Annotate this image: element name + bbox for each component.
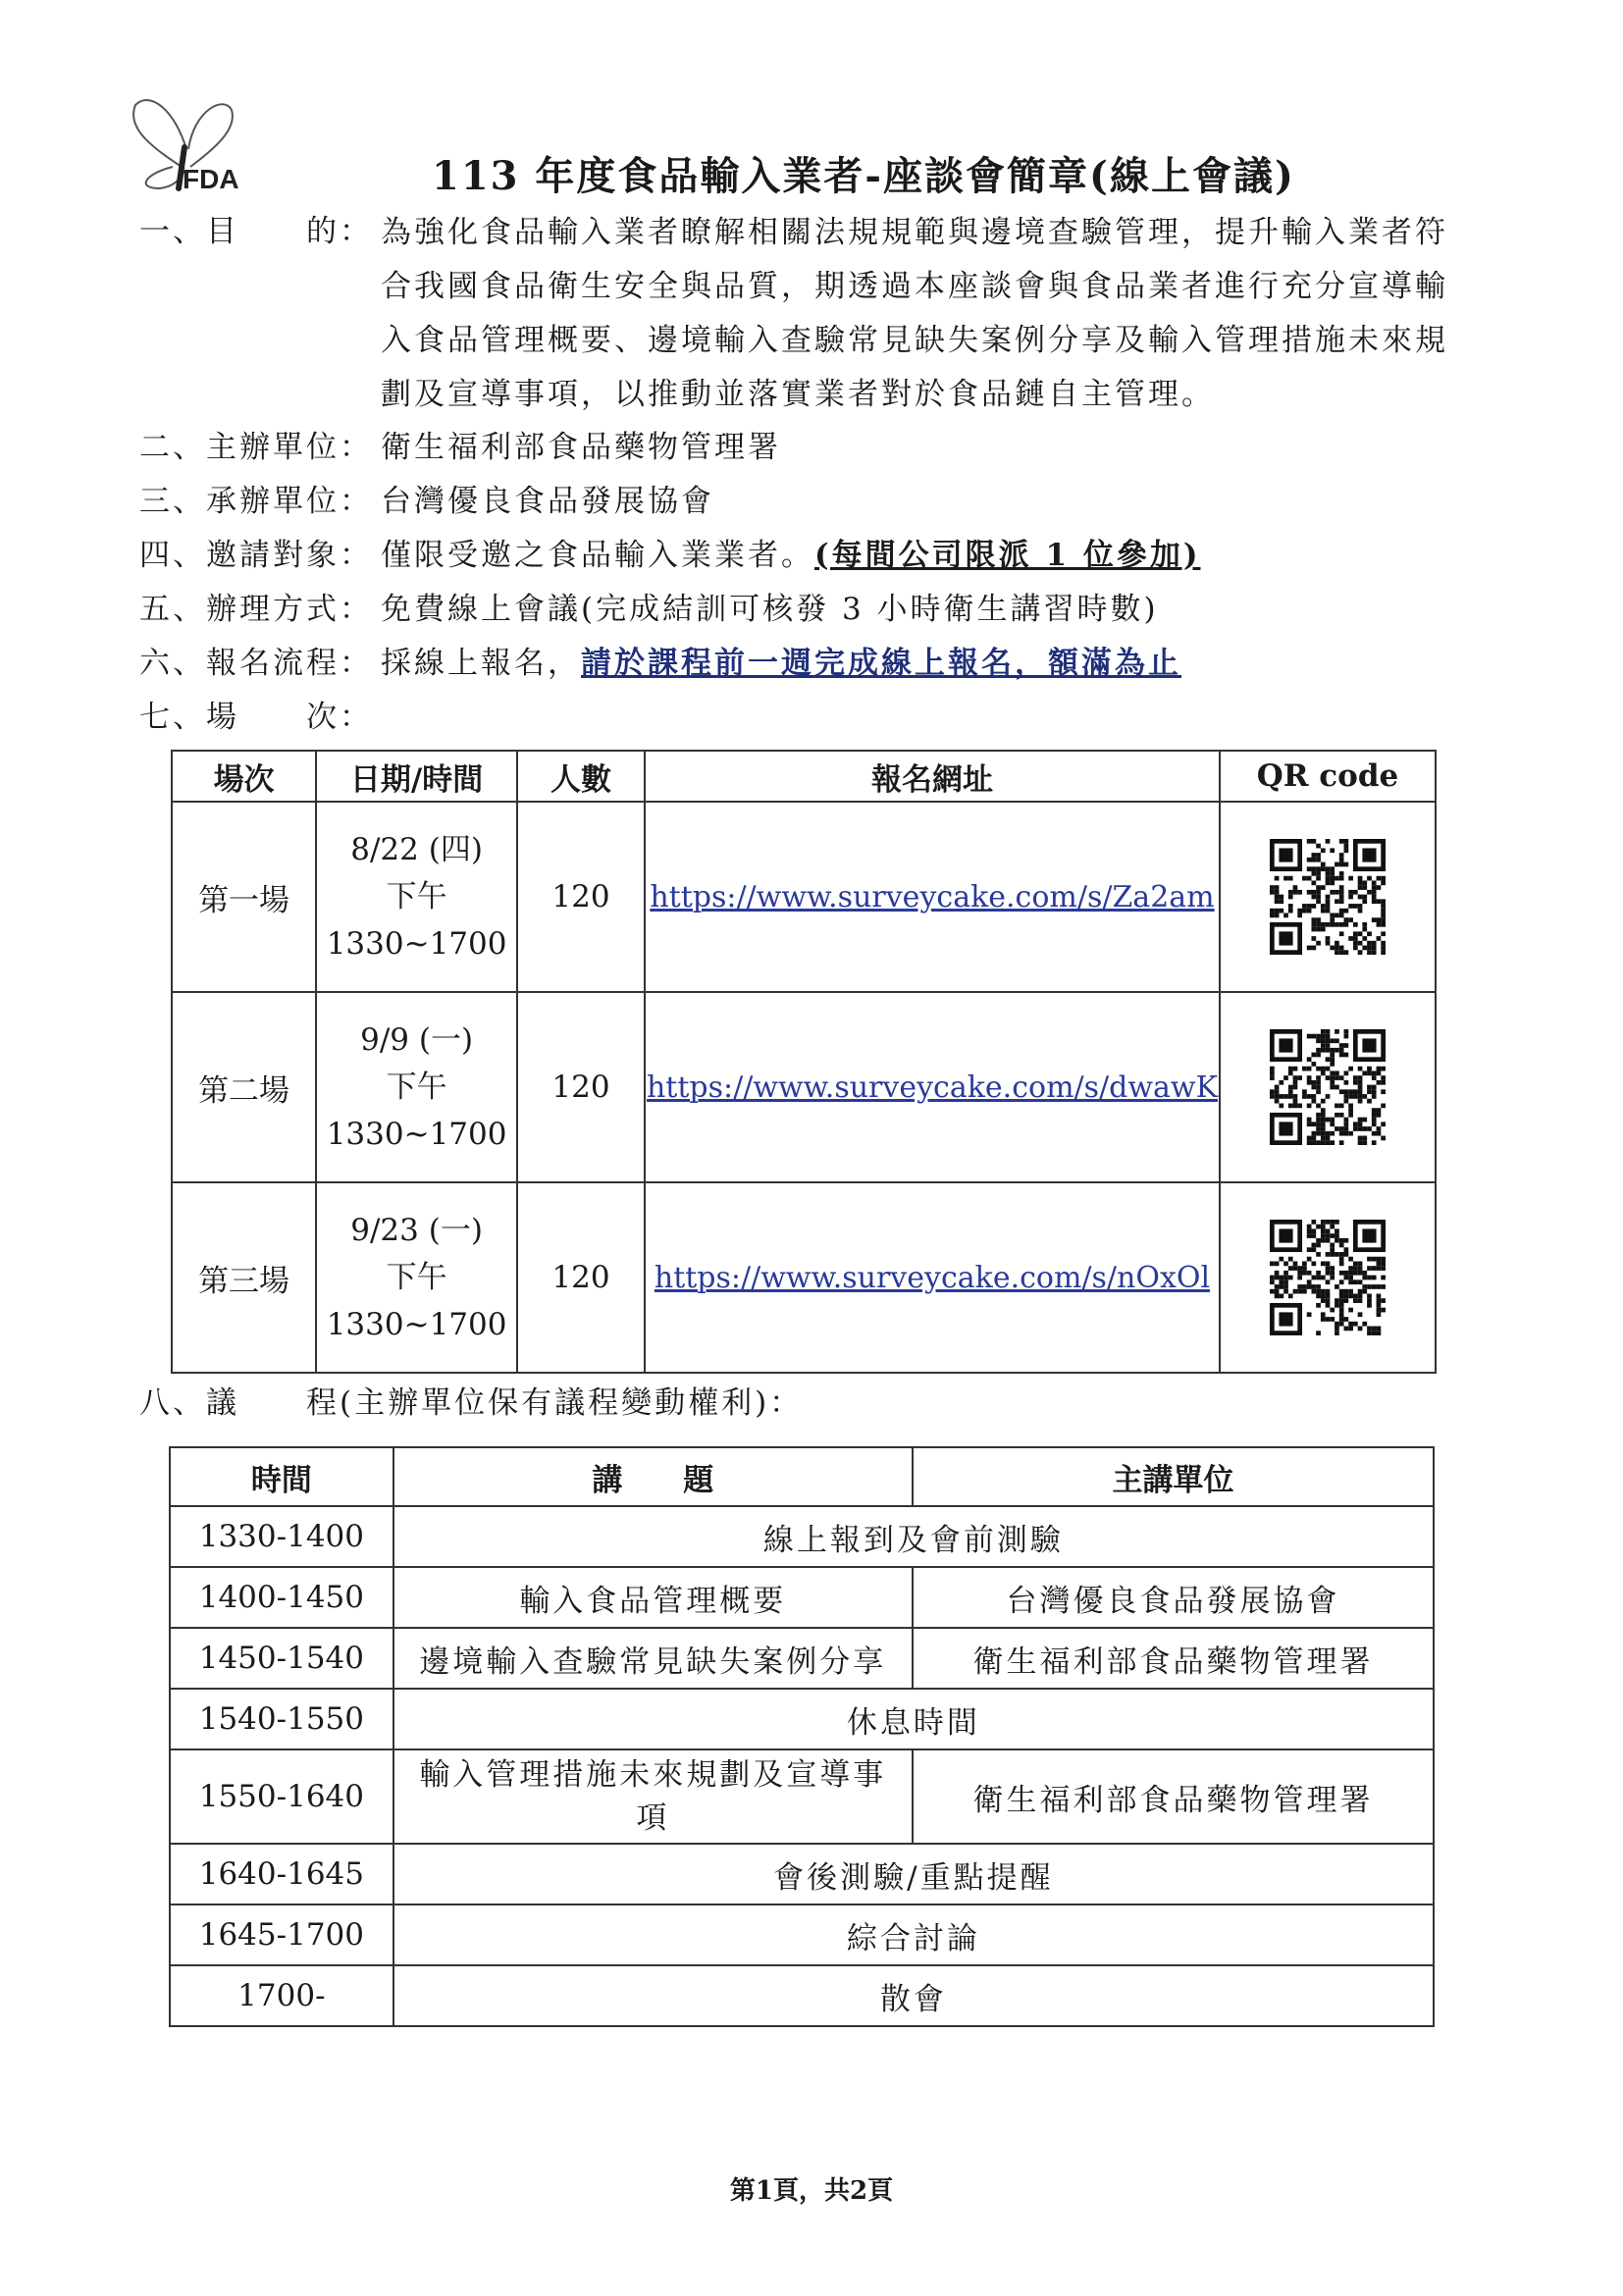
agenda-time: 1540-1550 — [170, 1689, 393, 1749]
agenda-topic: 綜合討論 — [393, 1905, 1434, 1965]
session-period: 下午 — [386, 879, 447, 914]
logo-text: FDA — [183, 164, 239, 194]
agenda-table-header — [170, 1447, 1434, 1506]
table-row — [170, 1689, 1434, 1749]
session-period: 下午 — [386, 1260, 447, 1295]
table-row — [170, 1567, 1434, 1628]
agenda-table — [169, 1446, 1435, 2027]
registration-label: 六、報名流程： — [139, 646, 373, 681]
qr-code-icon[interactable] — [1270, 1029, 1386, 1145]
organizer-label: 二、主辦單位： — [139, 430, 373, 465]
purpose-line: 劃及宣導事項，以推動並落實業者對於食品鏈自主管理。 — [381, 377, 1215, 412]
header-speaker: 主講單位 — [913, 1447, 1434, 1506]
purpose-text — [381, 206, 1490, 422]
qr-code-icon[interactable] — [1270, 839, 1386, 955]
table-row — [170, 1506, 1434, 1567]
table-row — [172, 1182, 1436, 1373]
session-date: 9/23 (一) — [350, 1213, 483, 1248]
header-count: 人數 — [517, 751, 645, 802]
session-time: 1330~1700 — [326, 1117, 507, 1152]
agenda-topic: 會後測驗/重點提醒 — [393, 1844, 1434, 1905]
session-name: 第三場 — [172, 1182, 316, 1373]
agenda-speaker: 台灣優良食品發展協會 — [913, 1567, 1434, 1628]
fda-logo — [116, 90, 273, 198]
purpose-line: 為強化食品輸入業者瞭解相關法規規範與邊境查驗管理，提升輸入業者符 — [381, 215, 1448, 250]
session-datetime — [316, 1182, 517, 1373]
table-row — [172, 992, 1436, 1182]
section-agenda — [139, 1378, 803, 1422]
registration-link[interactable]: https://www.surveycake.com/s/dwawK — [646, 1070, 1218, 1105]
session-name: 第一場 — [172, 802, 316, 992]
agenda-speaker: 衛生福利部食品藥物管理署 — [913, 1749, 1434, 1844]
session-datetime — [316, 802, 517, 992]
agenda-topic: 邊境輸入查驗常見缺失案例分享 — [393, 1628, 913, 1689]
agenda-time: 1400-1450 — [170, 1567, 393, 1628]
session-count: 120 — [517, 1182, 645, 1373]
header-session: 場次 — [172, 751, 316, 802]
butterfly-icon — [116, 90, 273, 198]
table-row — [170, 1905, 1434, 1965]
registration-link[interactable]: https://www.surveycake.com/s/Za2am — [650, 880, 1215, 914]
section-sessions — [139, 692, 381, 736]
session-table — [171, 750, 1437, 1374]
agenda-topic: 休息時間 — [393, 1689, 1434, 1749]
session-date: 9/9 (一) — [360, 1022, 474, 1058]
session-name: 第二場 — [172, 992, 316, 1182]
purpose-line: 合我國食品衛生安全與品質，期透過本座談會與食品業者進行充分宣導輸 — [381, 269, 1448, 304]
agenda-time: 1550-1640 — [170, 1749, 393, 1844]
session-datetime — [316, 992, 517, 1182]
method-value: 免費線上會議(完成結訓可核發 3 小時衛生講習時數) — [381, 592, 1159, 627]
session-time: 1330~1700 — [326, 926, 507, 962]
co-organizer-value: 台灣優良食品發展協會 — [381, 484, 714, 519]
page-title: 113 年度食品輸入業者-座談會簡章(線上會議) — [432, 153, 1295, 199]
agenda-topic: 散會 — [393, 1965, 1434, 2026]
agenda-speaker: 衛生福利部食品藥物管理署 — [913, 1628, 1434, 1689]
agenda-label: 八、議 程(主辦單位保有議程變動權利)： — [139, 1385, 804, 1421]
table-row — [170, 1749, 1434, 1844]
header-url: 報名網址 — [645, 751, 1220, 802]
agenda-time: 1640-1645 — [170, 1844, 393, 1905]
invitees-note: (每間公司限派 1 位參加) — [814, 538, 1201, 573]
organizer-value: 衛生福利部食品藥物管理署 — [381, 430, 781, 465]
agenda-time: 1330-1400 — [170, 1506, 393, 1567]
agenda-topic: 輸入食品管理概要 — [393, 1567, 913, 1628]
agenda-topic: 輸入管理措施未來規劃及宣導事項 — [393, 1749, 913, 1844]
header-date: 日期/時間 — [316, 751, 517, 802]
session-count: 120 — [517, 802, 645, 992]
registration-link[interactable]: https://www.surveycake.com/s/nOxOl — [654, 1261, 1211, 1295]
method-label: 五、辦理方式： — [139, 592, 373, 627]
co-organizer-label: 三、承辦單位： — [139, 484, 373, 519]
section-co-organizer — [139, 476, 714, 520]
qr-code-icon[interactable] — [1270, 1220, 1386, 1335]
registration-emphasis: 請於課程前一週完成線上報名，額滿為止 — [581, 646, 1181, 681]
session-table-header — [172, 751, 1436, 802]
section-purpose — [139, 206, 381, 250]
table-row — [172, 802, 1436, 992]
table-row — [170, 1965, 1434, 2026]
sessions-label: 七、場 次： — [139, 700, 373, 735]
agenda-time: 1700- — [170, 1965, 393, 2026]
header-time: 時間 — [170, 1447, 393, 1506]
section-method — [139, 584, 1159, 628]
session-date: 8/22 (四) — [350, 832, 483, 867]
table-row — [170, 1628, 1434, 1689]
agenda-time: 1450-1540 — [170, 1628, 393, 1689]
page-footer: 第1頁，共2頁 — [729, 2176, 894, 2206]
purpose-label: 一、目 的： — [139, 214, 373, 249]
session-period: 下午 — [386, 1070, 447, 1105]
agenda-topic: 線上報到及會前測驗 — [393, 1506, 1434, 1567]
session-count: 120 — [517, 992, 645, 1182]
session-time: 1330~1700 — [326, 1307, 507, 1342]
header-topic: 講 題 — [393, 1447, 913, 1506]
invitees-label: 四、邀請對象： — [139, 538, 373, 573]
section-registration — [139, 638, 1181, 682]
agenda-time: 1645-1700 — [170, 1905, 393, 1965]
table-row — [170, 1844, 1434, 1905]
registration-value: 採線上報名， — [381, 646, 581, 681]
purpose-line: 入食品管理概要、邊境輸入查驗常見缺失案例分享及輸入管理措施未來規 — [381, 323, 1448, 358]
section-invitees — [139, 530, 1201, 574]
invitees-value: 僅限受邀之食品輸入業業者。 — [381, 538, 814, 573]
section-organizer — [139, 422, 781, 466]
header-qr: QR code — [1220, 751, 1436, 802]
